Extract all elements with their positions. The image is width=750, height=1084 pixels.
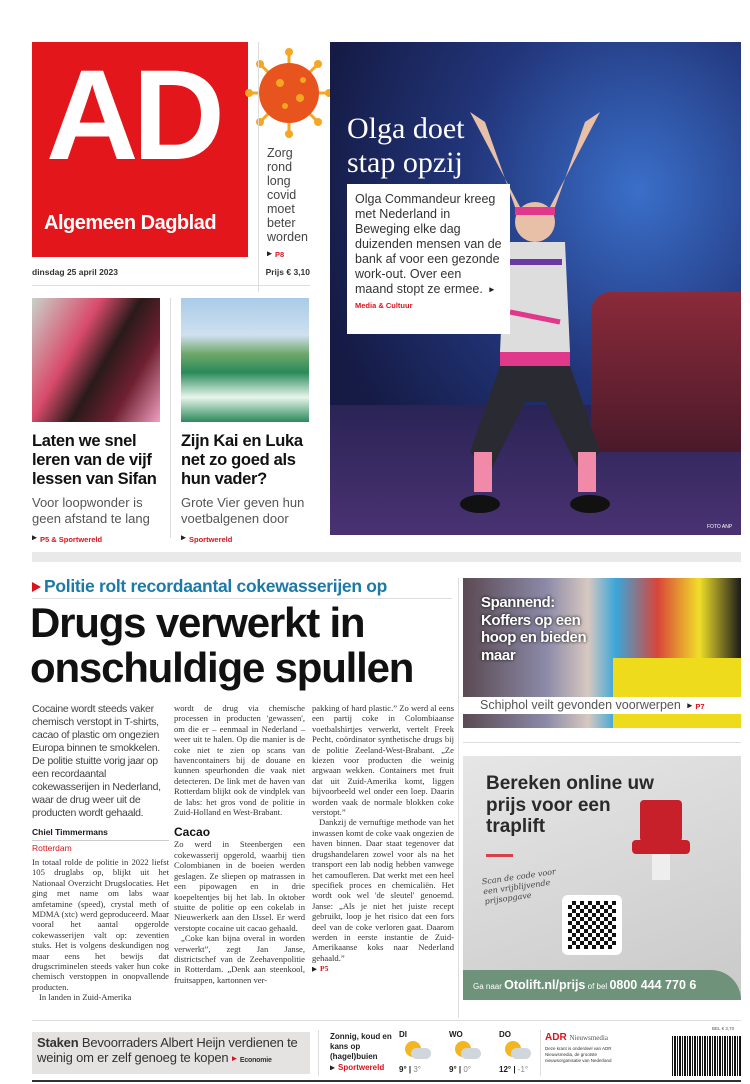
arrow-icon bbox=[687, 703, 692, 708]
advert-footer[interactable] bbox=[463, 970, 741, 1000]
day-label: WO bbox=[449, 1030, 463, 1039]
sun-cloud-icon bbox=[505, 1041, 531, 1063]
arrow-icon bbox=[232, 1056, 237, 1061]
schiphol-subtitle[interactable] bbox=[463, 697, 741, 714]
sun-cloud-icon bbox=[405, 1041, 431, 1063]
divider bbox=[32, 1020, 741, 1021]
sun-cloud-icon bbox=[455, 1041, 481, 1063]
weather-summary[interactable] bbox=[330, 1032, 392, 1073]
adr-name: Nieuwsmedia bbox=[569, 1034, 608, 1042]
temp-max: 12° bbox=[499, 1065, 512, 1074]
section-ref: Sportwereld bbox=[338, 1063, 385, 1072]
page-ref: P8 bbox=[275, 250, 285, 259]
teaser-subtitle: Grote Vier geven hun voetbalgenen door bbox=[181, 495, 305, 526]
adr-logo: ADR bbox=[545, 1032, 567, 1043]
qr-code[interactable] bbox=[562, 895, 622, 955]
arrow-icon bbox=[181, 535, 186, 540]
article-column-3 bbox=[312, 703, 454, 975]
qr-code-icon bbox=[568, 901, 616, 949]
paragraph: wordt de drug via chemische processen in producten 'gewassen', om die er – eenmaal in Nederland – weer uit te halen. Op die manier is de coke niet te zien op scans van havencontainers bij de douane en kunnen speurhonden die vaak niet detecteren. De link met de haven van Rotterdam blijkt ook de vindplek van de labs: het gros vond de politie in Zuid-Holland en West-Brabant. bbox=[174, 703, 305, 818]
barcode-price: BEL € 3,70 bbox=[712, 1026, 735, 1031]
lead-intro: Cocaine wordt steeds vaker chemisch verstopt in T-shirts, cacao of plastic om ongezien Europa binnen te smokkelen. De politie stuitte vorig jaar op een recordaantal cokewasserijen in Nederland, waar de drug weer uit de producten wordt gehaald. bbox=[32, 703, 161, 819]
top-story-text: Olga Commandeur kreeg met Nederland in Beweging elke dag duizenden mensen van de bank af voor een gezonde work-out. Over een maand stopt ze ermee. bbox=[355, 192, 502, 296]
temp-min: 0° bbox=[463, 1065, 471, 1074]
dateline-city: Rotterdam bbox=[32, 843, 72, 853]
schiphol-headline[interactable]: Spannend: Koffers op een hoop en bieden maar bbox=[481, 594, 587, 664]
masthead-logo[interactable] bbox=[32, 42, 248, 257]
barcode bbox=[672, 1036, 742, 1076]
paragraph: Zo werd in Steenbergen een cokewasserij opgerold, waarbij tien Colombianen in de boeien werden geslagen. Ze sliepen op matrassen in een pipowagen en in drie koepeltentjes bij het lab. In oktober stuitte de politie op een cokelab in Nieuwerkerk aan den IJssel. Er werd verstopte cocaine uit cacao gehaald. bbox=[174, 839, 305, 933]
kicker-text: Politie rolt recordaantal cokewasserijen op bbox=[44, 576, 388, 596]
section-ref: Media & Cultuur bbox=[355, 301, 413, 310]
bottom-rule bbox=[32, 1080, 741, 1082]
paragraph: pakking of hard plastic.” Zo werd al eens een partij coke in Colombiaanse voetbalshirtjes verwerkt, vertelt Freek Pecht, coördinator synthetische drugs bij de politie Zeeland-West-Brabant. „Ze kiezen voor producten die weinig argwaan wekken. Containers met fruit dat uit Zuid-Amerika komt, liggen bijvoorbeeld wel onder een loep. Daarin worden vaak de normale blokken coke verstopt.” bbox=[312, 703, 454, 818]
temp-max: 9° bbox=[449, 1065, 457, 1074]
temp-min: -1° bbox=[517, 1065, 529, 1074]
logo-letters: AD bbox=[46, 44, 219, 187]
divider bbox=[458, 578, 459, 1018]
teaser-headline: Laten we snel leren van de vijf lessen van Sifan bbox=[32, 432, 157, 488]
teaser-sifan[interactable] bbox=[32, 432, 167, 547]
article-left-column bbox=[32, 703, 169, 1003]
divider bbox=[318, 1030, 319, 1076]
author: Chiel Timmermans bbox=[32, 827, 169, 841]
weather-day-di: DI 9° | 3° bbox=[399, 1030, 447, 1074]
top-story-summary[interactable] bbox=[347, 184, 510, 334]
arrow-icon bbox=[32, 582, 41, 592]
footer-text: Ga naar bbox=[473, 982, 502, 991]
advert-accent-line bbox=[486, 854, 513, 857]
arrow-icon bbox=[32, 535, 37, 540]
advert-scan-text: Scan de code voor een vrijblijvende prijsopgave bbox=[481, 867, 557, 907]
adr-text: Deze krant is onderdeel van ADR Nieuwsmedia, de grootste nieuwsorganisatie van Nederland bbox=[545, 1046, 612, 1063]
issue-price: Prijs € 3,10 bbox=[265, 267, 310, 277]
advert-title: Bereken online uw prijs voor een traplift bbox=[486, 773, 654, 837]
paragraph: In landen in Zuid-Amerika bbox=[39, 992, 132, 1003]
paragraph: Dankzij de vernuftige methode van het inwassen komt de coke vaak ongezien de haven binnen. Daar staat tegenover dat drugshandelaren zowel voor als na het transport een lab nodig hebben vanwege het camoufleren. Dat werkt met een heel specifiek proces en chemicaliën. Het wordt ook wel 'de sleutel' genoemd. Janse: „Als je niet het juiste recept gebruikt, loop je het risico dat een fors deel van de coke verloren gaat. Daarom werden in eerste instantie de Zuid-Amerikaanse koks naar Nederland gehaald.” bbox=[312, 817, 454, 963]
teaser-photo-sifan[interactable] bbox=[32, 298, 160, 422]
section-ref: Sportwereld bbox=[189, 535, 233, 544]
subheading: Cacao bbox=[174, 825, 211, 840]
paragraph: In totaal rolde de politie in 2022 liefst 105 druglabs op, blijkt uit het Nationaal Overzicht Drugslocaties. Het ging met name om labs waar amfetamine (speed), crystal meth of MDMA (xtc) werd geproduceerd. Maar vooral het aantal opgerolde cokewasserijen valt op: zeventien stuks. Het is volgens deskundigen nog maar eens het bewijs dat drugscriminelen steeds vaker hun coke chemisch verstoppen in onopvallende producten. bbox=[32, 857, 169, 992]
advert-phone: 0800 444 770 6 bbox=[609, 978, 697, 992]
arrow-icon bbox=[267, 251, 272, 256]
top-story-title[interactable]: Olga doet stap opzij bbox=[347, 112, 465, 179]
adr-block bbox=[545, 1032, 665, 1064]
newspaper-name: Algemeen Dagblad bbox=[44, 212, 217, 234]
article-column-2 bbox=[174, 703, 305, 985]
teaser-text: Bevoorraders Albert Heijn verdienen te weinig om er zelf genoeg te kopen bbox=[37, 1035, 298, 1065]
divider bbox=[258, 42, 259, 292]
day-label: DO bbox=[499, 1030, 511, 1039]
dateline bbox=[32, 267, 310, 277]
teaser-headline: Zijn Kai en Luka net zo goed als hun vader? bbox=[181, 432, 303, 488]
divider bbox=[32, 285, 310, 286]
temp-max: 9° bbox=[399, 1065, 407, 1074]
section-ref: Economie bbox=[239, 1057, 272, 1064]
divider bbox=[170, 298, 171, 538]
advert-url[interactable]: Otolift.nl/prijs bbox=[504, 978, 586, 992]
day-label: DI bbox=[399, 1030, 407, 1039]
arrow-icon bbox=[489, 287, 494, 292]
issue-date: dinsdag 25 april 2023 bbox=[32, 267, 118, 277]
teaser-kai-luka[interactable] bbox=[181, 432, 313, 547]
section-ref: P5 & Sportwereld bbox=[40, 535, 103, 544]
covid-teaser[interactable] bbox=[267, 146, 315, 262]
paragraph: „Coke kan bijna overal in worden verwerkt”, zegt Jan Janse, districtschef van de Zeehavenpolitie in Rotterdam. „Denk aan steenkool, fruitsappen, kartonnen ver- bbox=[174, 933, 305, 985]
article-column-1 bbox=[32, 857, 169, 1003]
teaser-photo-kai-luka[interactable] bbox=[181, 298, 309, 422]
page-ref: P5 bbox=[320, 964, 329, 974]
divider bbox=[540, 1030, 541, 1076]
arrow-icon bbox=[330, 1065, 335, 1070]
covid-teaser-text: Zorg rond long covid moet beter worden bbox=[267, 146, 308, 244]
temp-min: 3° bbox=[413, 1065, 421, 1074]
weather-text: Zonnig, koud en kans op (hagel)buien bbox=[330, 1032, 392, 1061]
schiphol-subtitle-text: Schiphol veilt gevonden voorwerpen bbox=[480, 698, 681, 712]
section-separator bbox=[32, 552, 741, 562]
weather-day-do: DO 12° | -1° bbox=[499, 1030, 547, 1074]
lead-headline[interactable]: Drugs verwerkt in onschuldige spullen bbox=[30, 599, 414, 691]
page-ref: P7 bbox=[695, 702, 705, 711]
divider bbox=[463, 742, 741, 743]
economy-teaser[interactable] bbox=[32, 1032, 310, 1074]
weather-day-wo: WO 9° | 0° bbox=[449, 1030, 497, 1074]
lead-kicker[interactable] bbox=[32, 576, 387, 597]
teaser-label: Staken bbox=[37, 1035, 79, 1050]
footer-text: of bel bbox=[587, 982, 608, 991]
photo-credit: FOTO ANP bbox=[707, 524, 733, 530]
teaser-subtitle: Voor loopwonder is geen afstand te lang bbox=[32, 495, 150, 526]
arrow-icon bbox=[312, 967, 317, 972]
